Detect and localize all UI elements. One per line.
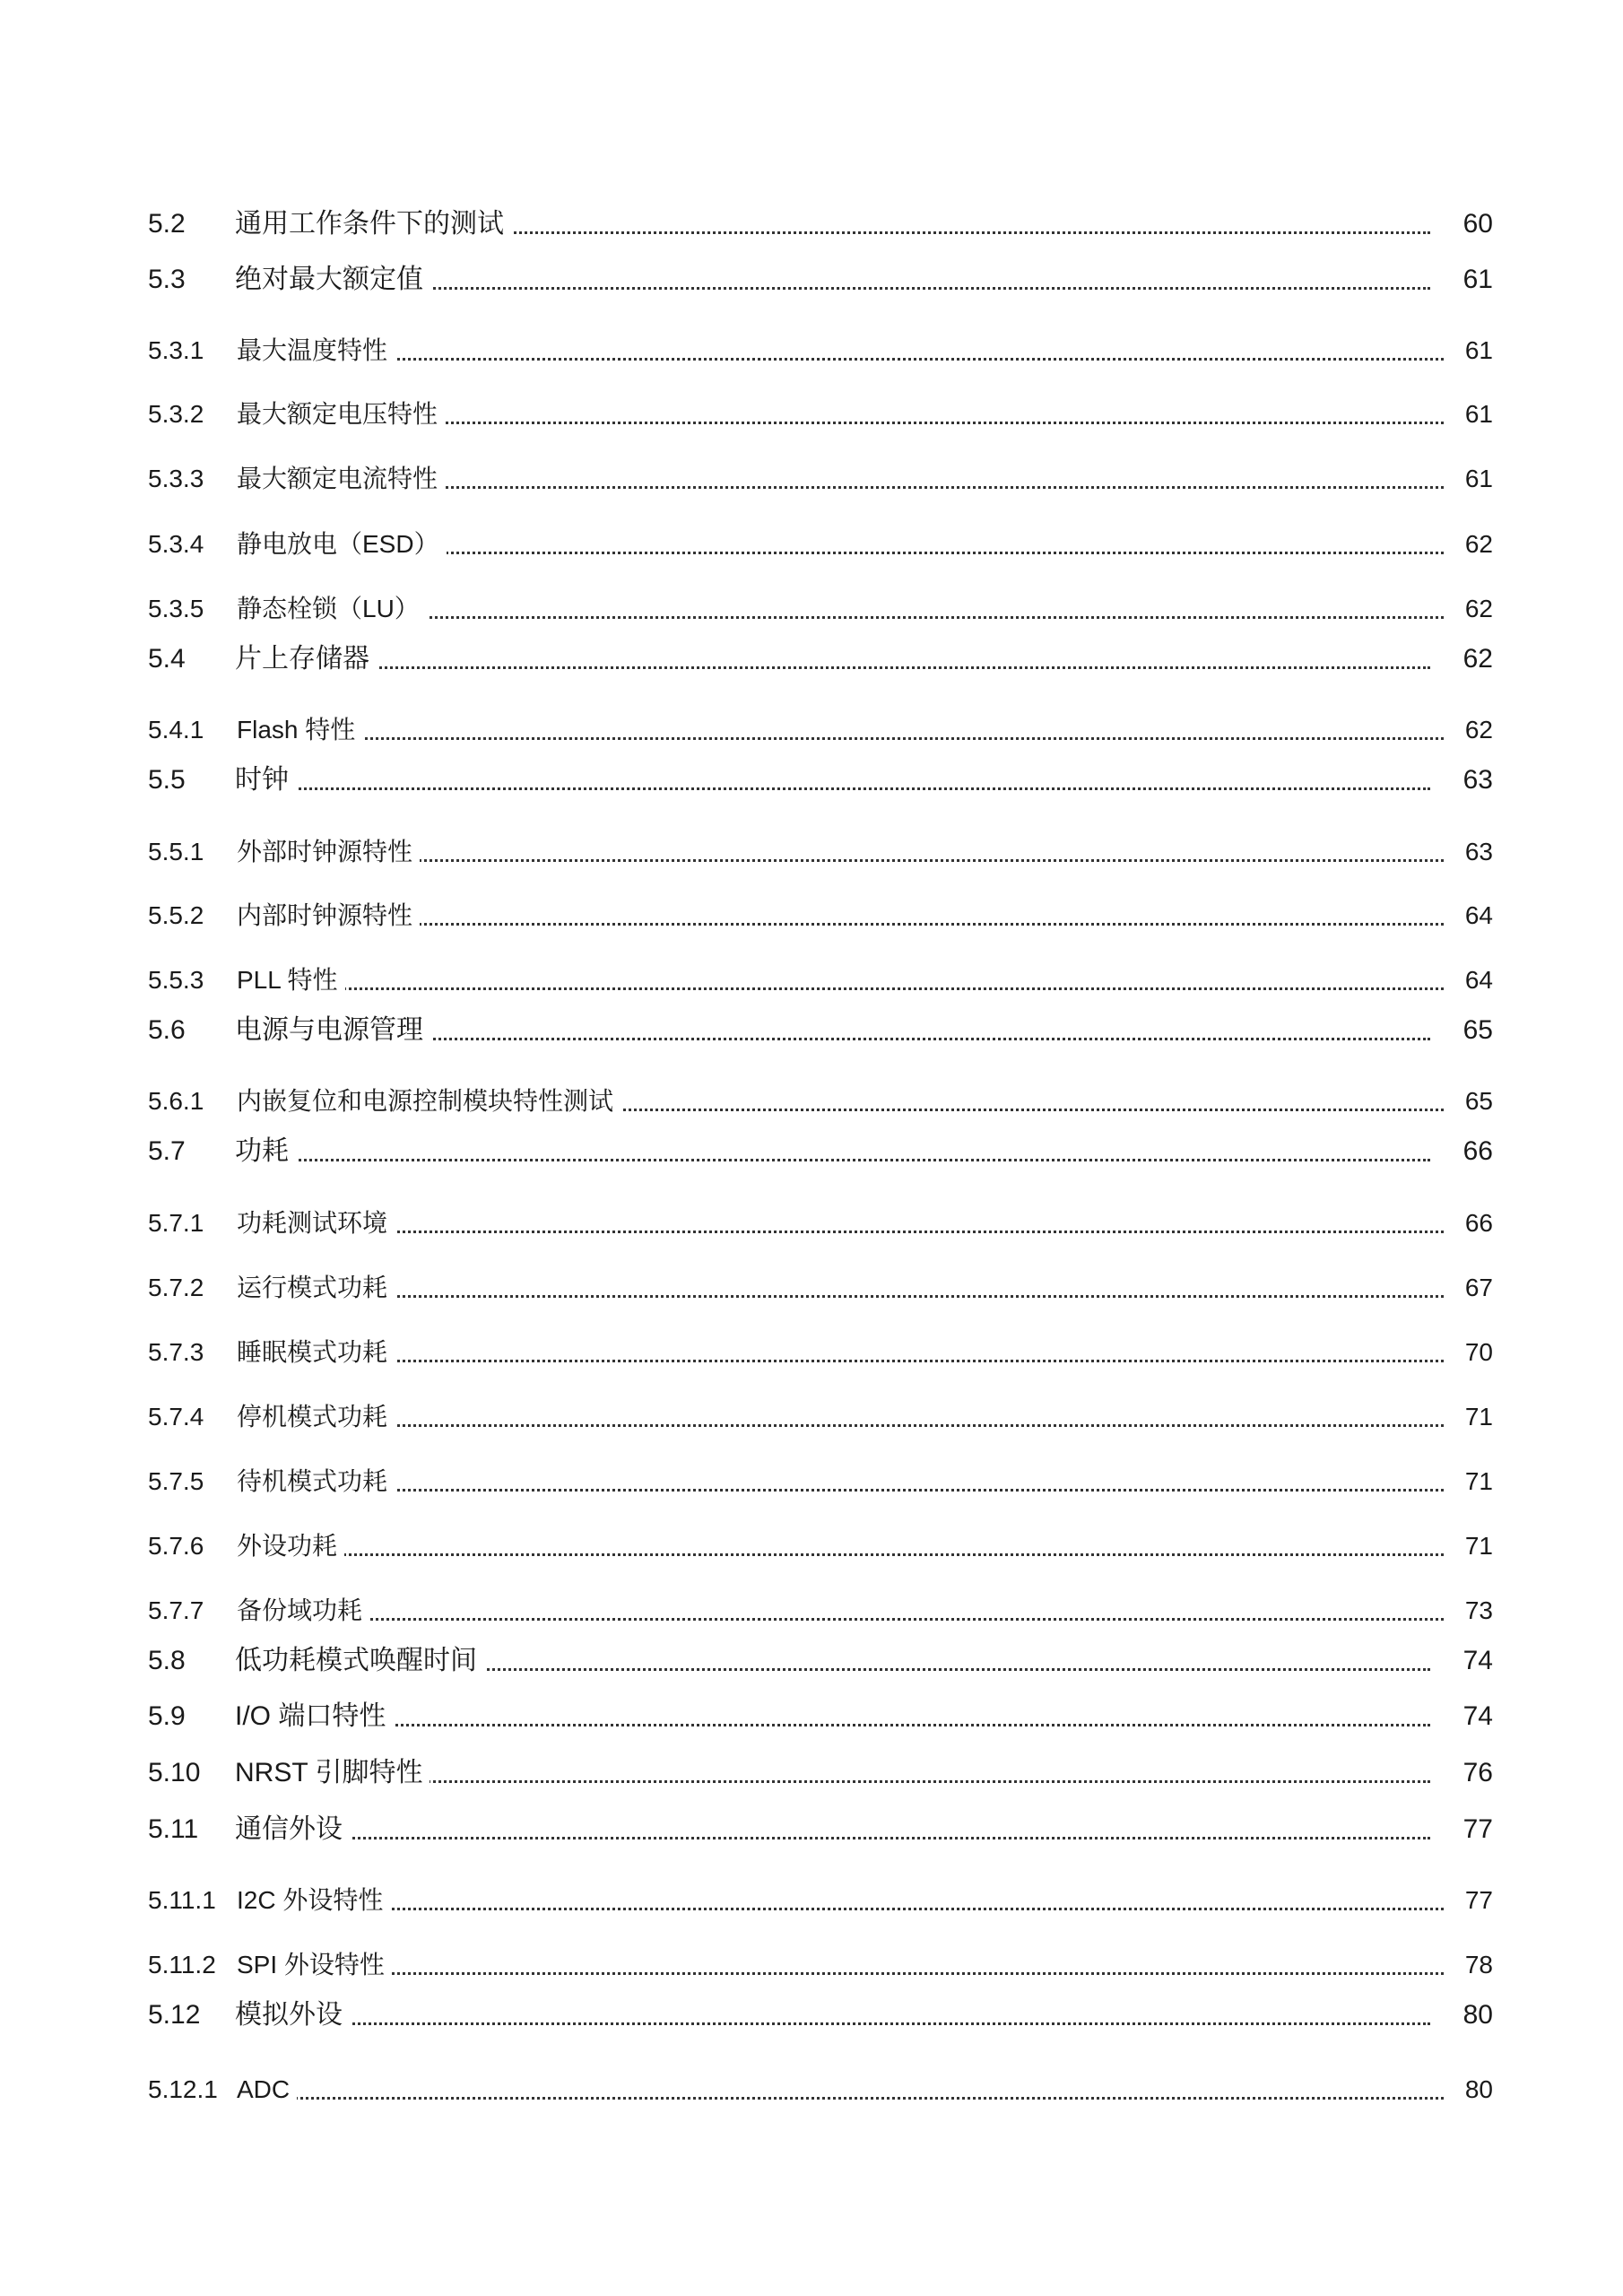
section-title: 内嵌复位和电源控制模块特性测试 [237, 1079, 621, 1124]
section-title: 静态栓锁（LU） [237, 587, 427, 631]
leader-dots [237, 1318, 1444, 1362]
page-number: 62 [1460, 522, 1493, 567]
section-number: 5.2 [148, 202, 186, 247]
section-number: 5.5 [148, 758, 186, 803]
leader-dots [235, 1980, 1430, 2025]
section-number: 5.7.2 [148, 1265, 204, 1310]
page-number: 70 [1460, 1330, 1493, 1375]
toc-entry[interactable] [0, 1993, 1623, 2038]
page-number: 67 [1460, 1265, 1493, 1310]
section-number: 5.4 [148, 637, 186, 682]
page-number: 74 [1458, 1639, 1493, 1683]
page-number: 65 [1460, 1079, 1493, 1124]
toc-entry[interactable] [0, 457, 1623, 501]
page-number: 71 [1460, 1459, 1493, 1504]
leader-dots [237, 1447, 1444, 1492]
toc-entry[interactable] [0, 202, 1623, 247]
section-number: 5.3.4 [148, 522, 204, 567]
page-number: 62 [1460, 587, 1493, 631]
toc-entry[interactable] [0, 830, 1623, 874]
section-number: 5.3.5 [148, 587, 204, 631]
leader-dots [235, 1795, 1430, 1839]
section-title: 功耗测试环境 [237, 1201, 395, 1246]
section-title: 模拟外设 [235, 1993, 350, 2038]
leader-dots [237, 1253, 1444, 1298]
toc-entry[interactable] [0, 1265, 1623, 1310]
leader-dots [237, 945, 1444, 990]
section-title: 静电放电（ESD） [237, 522, 447, 567]
toc-entry[interactable] [0, 2067, 1623, 2112]
toc-entry[interactable] [0, 328, 1623, 373]
section-title: I/O 端口特性 [235, 1694, 393, 1739]
section-title: 绝对最大额定值 [235, 257, 430, 302]
section-title: 备份域功耗 [237, 1588, 369, 1633]
toc-entry[interactable] [0, 758, 1623, 803]
section-number: 5.3 [148, 257, 186, 302]
leader-dots [237, 1382, 1444, 1427]
page-number: 64 [1460, 893, 1493, 938]
page-number: 61 [1460, 392, 1493, 437]
section-number: 5.5.2 [148, 893, 204, 938]
section-number: 5.11.2 [148, 1943, 216, 1987]
section-number: 5.7.3 [148, 1330, 204, 1375]
toc-entry[interactable] [0, 1459, 1623, 1504]
section-number: 5.7.6 [148, 1524, 204, 1569]
leader-dots [237, 1866, 1444, 1910]
leader-dots [235, 745, 1430, 790]
page-number: 73 [1460, 1588, 1493, 1633]
toc-entry[interactable] [0, 1694, 1623, 1739]
page-number: 80 [1460, 2067, 1493, 2112]
page-number: 63 [1458, 758, 1493, 803]
toc-entry[interactable] [0, 257, 1623, 302]
section-title: PLL 特性 [237, 958, 345, 1003]
section-number: 5.7.1 [148, 1201, 204, 1246]
toc-entry[interactable] [0, 1639, 1623, 1683]
page-number: 71 [1460, 1524, 1493, 1569]
toc-entry[interactable] [0, 392, 1623, 437]
page-number: 66 [1460, 1201, 1493, 1246]
section-title: 功耗 [235, 1129, 296, 1174]
section-title: NRST 引脚特性 [235, 1751, 430, 1796]
section-number: 5.3.1 [148, 328, 204, 373]
section-title: 停机模式功耗 [237, 1395, 395, 1439]
leader-dots [235, 1117, 1430, 1161]
toc-entry[interactable] [0, 637, 1623, 682]
leader-dots [235, 624, 1430, 669]
section-title: 通信外设 [235, 1807, 350, 1852]
section-title: 最大额定电流特性 [237, 457, 445, 501]
page-number: 80 [1458, 1993, 1493, 2038]
section-number: 5.12.1 [148, 2067, 218, 2112]
section-number: 5.9 [148, 1694, 186, 1739]
leader-dots [237, 695, 1444, 740]
section-number: 5.7.4 [148, 1395, 204, 1439]
toc-entry[interactable] [0, 1524, 1623, 1569]
page-number: 71 [1460, 1395, 1493, 1439]
section-title: ADC [237, 2067, 297, 2112]
section-number: 5.10 [148, 1751, 200, 1796]
section-title: 内部时钟源特性 [237, 893, 420, 938]
page-number: 60 [1458, 202, 1493, 247]
section-number: 5.3.3 [148, 457, 204, 501]
section-title: 运行模式功耗 [237, 1265, 395, 1310]
leader-dots [237, 1576, 1444, 1621]
toc-entry[interactable] [0, 1201, 1623, 1246]
section-number: 5.11.1 [148, 1878, 216, 1923]
section-title: 最大额定电压特性 [237, 392, 445, 437]
section-title: SPI 外设特性 [237, 1943, 392, 1987]
section-title: 外设功耗 [237, 1524, 344, 1569]
section-title: 电源与电源管理 [235, 1008, 430, 1053]
section-title: 睡眠模式功耗 [237, 1330, 395, 1375]
page-number: 64 [1460, 958, 1493, 1003]
page-number: 65 [1458, 1008, 1493, 1053]
section-number: 5.12 [148, 1993, 200, 2038]
section-title: 低功耗模式唤醒时间 [235, 1639, 484, 1683]
toc-entry[interactable] [0, 1330, 1623, 1375]
section-number: 5.11 [148, 1807, 198, 1852]
section-number: 5.7.5 [148, 1459, 204, 1504]
toc-entry[interactable] [0, 522, 1623, 567]
leader-dots [237, 316, 1444, 361]
section-title: 外部时钟源特性 [237, 830, 420, 874]
leader-dots [237, 2055, 1444, 2100]
section-title: 时钟 [235, 758, 296, 803]
section-number: 5.5.3 [148, 958, 204, 1003]
section-number: 5.3.2 [148, 392, 204, 437]
page-number: 76 [1458, 1751, 1493, 1796]
page-number: 61 [1460, 457, 1493, 501]
section-title: Flash 特性 [237, 708, 362, 752]
page-number: 74 [1458, 1694, 1493, 1739]
leader-dots [237, 1188, 1444, 1233]
page-number: 66 [1458, 1129, 1493, 1174]
page-number: 77 [1460, 1878, 1493, 1923]
page-number: 77 [1458, 1807, 1493, 1852]
toc-entry[interactable] [0, 1008, 1623, 1053]
section-number: 5.6 [148, 1008, 186, 1053]
leader-dots [237, 1930, 1444, 1975]
section-title: 待机模式功耗 [237, 1459, 395, 1504]
page-number: 62 [1460, 708, 1493, 752]
section-title: 最大温度特性 [237, 328, 395, 373]
page-number: 63 [1460, 830, 1493, 874]
section-number: 5.8 [148, 1639, 186, 1683]
toc-entry[interactable] [0, 1395, 1623, 1439]
page-number: 78 [1460, 1943, 1493, 1987]
section-title: I2C 外设特性 [237, 1878, 390, 1923]
leader-dots [235, 1682, 1430, 1726]
section-number: 5.7 [148, 1129, 186, 1174]
leader-dots [237, 1511, 1444, 1556]
toc-entry[interactable] [0, 1807, 1623, 1852]
section-number: 5.7.7 [148, 1588, 204, 1633]
section-number: 5.6.1 [148, 1079, 204, 1124]
toc-entry[interactable] [0, 893, 1623, 938]
section-title: 片上存储器 [235, 637, 377, 682]
section-number: 5.4.1 [148, 708, 204, 752]
page-number: 61 [1460, 328, 1493, 373]
toc-entry[interactable] [0, 1878, 1623, 1923]
toc-entry[interactable] [0, 1751, 1623, 1796]
toc-entry[interactable] [0, 1129, 1623, 1174]
page-number: 61 [1458, 257, 1493, 302]
section-number: 5.5.1 [148, 830, 204, 874]
page-number: 62 [1458, 637, 1493, 682]
section-title: 通用工作条件下的测试 [235, 202, 511, 247]
